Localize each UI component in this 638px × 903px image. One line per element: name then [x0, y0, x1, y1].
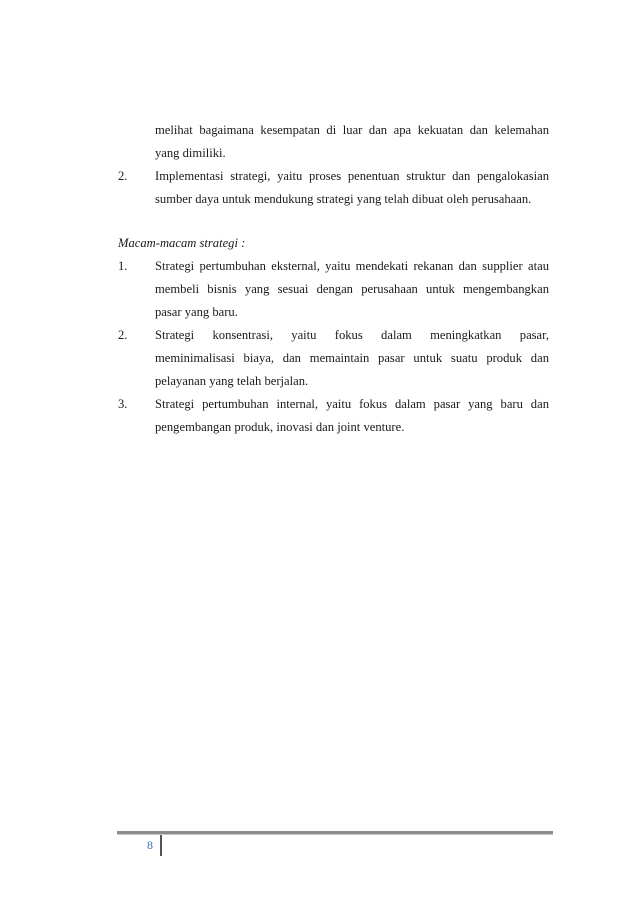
list-item-line: pengembangan produk, inovasi dan joint venture. [155, 420, 405, 434]
paragraph-line: sumber daya untuk mendukung strategi yang telah dibuat oleh perusahaan. [155, 192, 532, 206]
paragraph-line: Implementasi strategi, yaitu proses penentuan struktur dan pengalokasian [155, 169, 549, 183]
list-number: 3. [118, 397, 128, 411]
list-item-line: pasar yang baru. [155, 305, 238, 319]
section-heading: Macam-macam strategi : [118, 236, 246, 250]
list-item-line: pelayanan yang telah berjalan. [155, 374, 309, 388]
list-item-line: Strategi konsentrasi, yaitu fokus dalam meningkatkan pasar, [155, 328, 549, 342]
list-number: 1. [118, 259, 128, 273]
list-item-line: membeli bisnis yang sesuai dengan perusahaan untuk mengembangkan [155, 282, 549, 296]
list-item-line: Strategi pertumbuhan eksternal, yaitu mendekati rekanan dan supplier atau [155, 259, 549, 273]
paragraph-line: yang dimiliki. [155, 146, 226, 160]
list-number: 2. [118, 169, 128, 183]
list-item-line: Strategi pertumbuhan internal, yaitu fokus dalam pasar yang baru dan [155, 397, 549, 411]
paragraph-line: melihat bagaimana kesempatan di luar dan apa kekuatan dan kelemahan [155, 123, 549, 137]
page-number-divider [160, 835, 162, 856]
list-item-line: meminimalisasi biaya, dan memaintain pasar untuk suatu produk dan [155, 351, 549, 365]
list-number: 2. [118, 328, 128, 342]
footer-rule-shadow [117, 834, 553, 835]
page-number: 8 [147, 838, 153, 852]
